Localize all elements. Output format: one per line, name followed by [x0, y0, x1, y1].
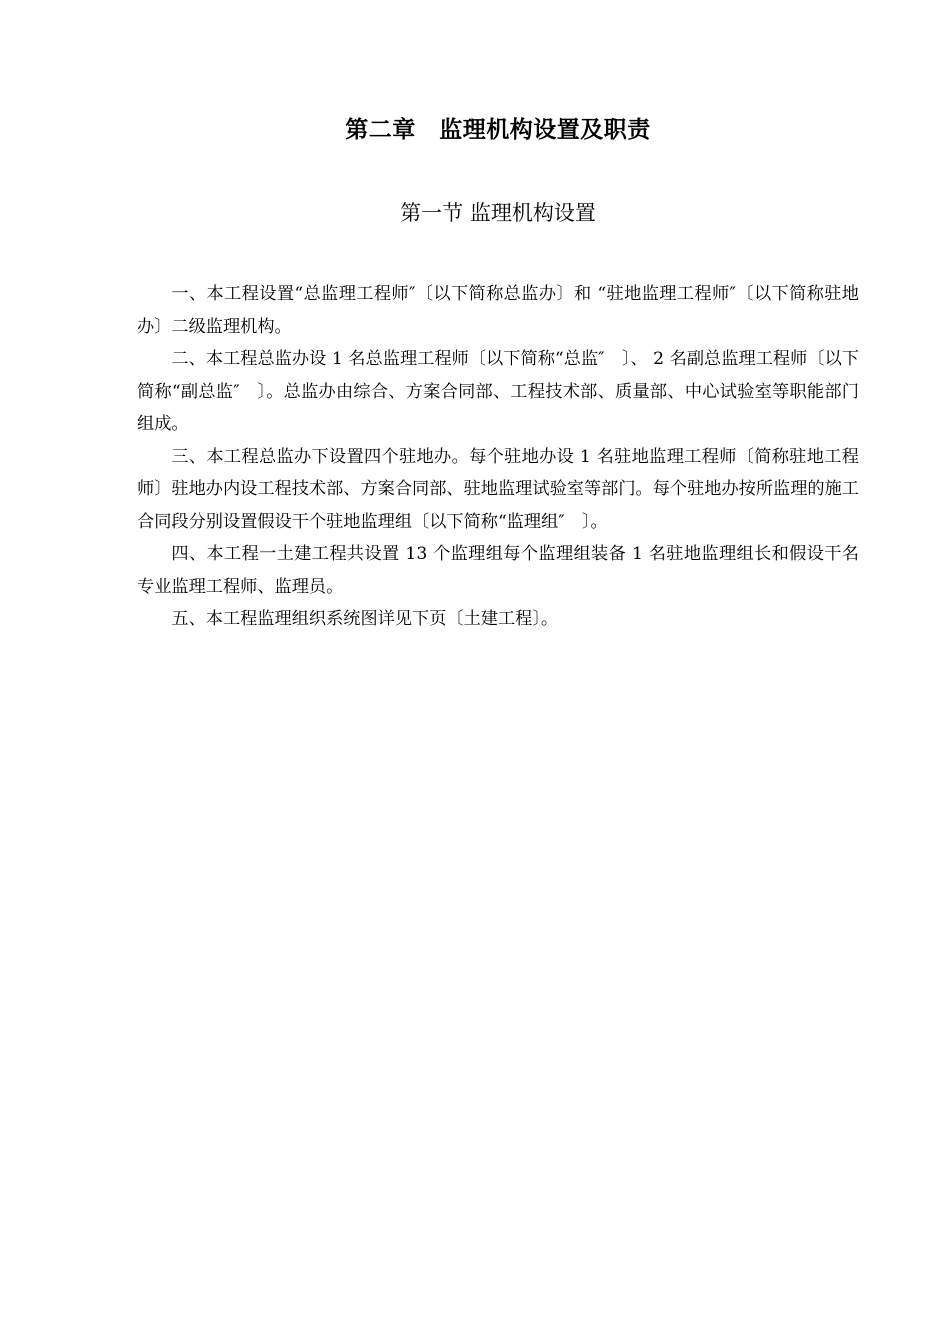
paragraph-2: 二、本工程总监办设 1 名总监理工程师〔以下简称“总监″ 〕、 2 名副总监理工程师〔以下简称“副总监″ 〕。总监办由综合、方案合同部、工程技术部、质量部、中心试验室等职能部门组成。 — [137, 349, 859, 434]
paragraph-3: 三、本工程总监办下设置四个驻地办。每个驻地办设 1 名驻地监理工程师〔简称驻地工程师〕驻地办内设工程技术部、方案合同部、驻地监理试验室等部门。每个驻地办按所监理的施工合同段分别设置假设干个驻地监理组〔以下简称“监理组″ 〕。 — [137, 446, 859, 532]
document-body — [137, 278, 859, 636]
chapter-title: 第二章 监理机构设置及职责 — [345, 117, 651, 143]
paragraph-4: 四、本工程一土建工程共设置 13 个监理组每个监理组装备 1 名驻地监理组长和假设干名专业监理工程师、监理员。 — [137, 544, 859, 597]
paragraph-5: 五、本工程监理组织系统图详见下页〔土建工程〕。 — [171, 609, 559, 629]
paragraph-1: 一、本工程设置“总监理工程师″〔以下简称总监办〕和 “驻地监理工程师″〔以下简称驻地办〕二级监理机构。 — [137, 284, 859, 337]
section-title: 第一节 监理机构设置 — [400, 201, 596, 225]
